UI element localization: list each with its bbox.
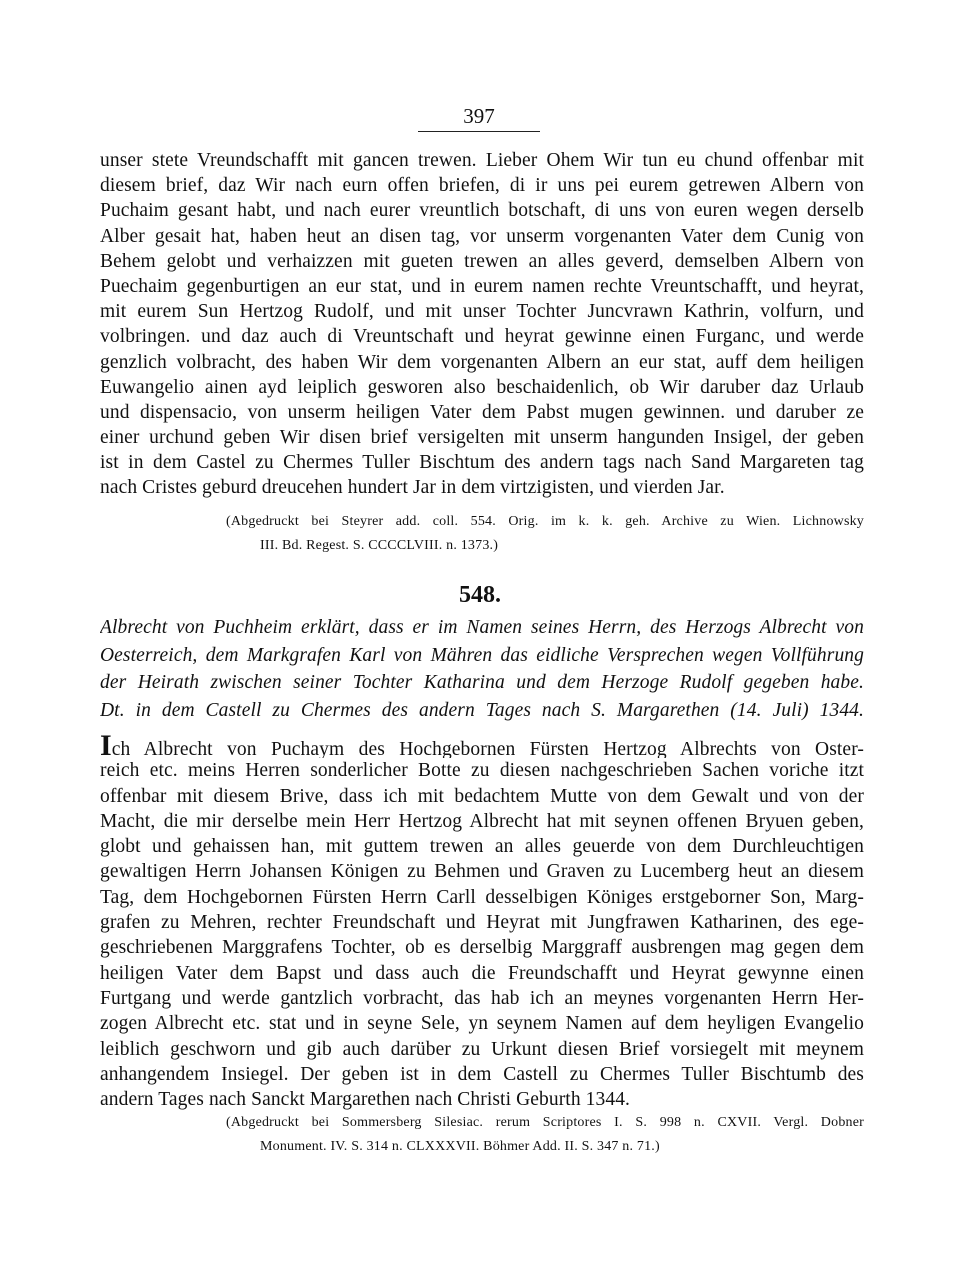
regest-line: der Heirath zwischen seiner Tochter Katharina und dem Herzoge Rudolf gegeben habe.	[100, 672, 864, 693]
text-line: nach Cristes geburd dreucehen hundert Jar in dem virtzigisten, und vierden Jar.	[100, 477, 725, 499]
text-line: grafen zu Mehren, rechter Freundschaft und Heyrat mit Jungfrawen Katharinen, des ege-	[100, 912, 864, 934]
text-line: geschriebenen Marggrafens Tochter, ob es derselbig Marggraff ausbrengen mag gegen dem	[100, 937, 864, 959]
note-line: (Abgedruckt bei Sommersberg Silesiac. rerum Scriptores I. S. 998 n. CXVII. Vergl. Dobner	[226, 1115, 864, 1130]
text-line: genzlich volbracht, des haben Wir dem vorgenanten Albern an eur stat, auff dem heiligen	[100, 351, 864, 373]
text-line: Furtgang und werde gantzlich vorbracht, das hab ich an meynes vorgenanten Herrn Her-	[100, 987, 864, 1009]
text-line: Behem gelobt und verhaizzen mit gueten trewen an alles geverd, demselben Albern von	[100, 250, 864, 272]
text-line: heiligen Vater dem Bapst und dass auch die Freundschafft und Heyrat gewynne einen	[100, 962, 864, 984]
text-line: unser stete Vreundschafft mit gancen trewen. Lieber Ohem Wir tun eu chund offenbar mit	[100, 150, 864, 171]
text-line: zogen Albrecht etc. stat und in seyne Sele, yn seynem Namen auf dem heyligen Evangelio	[100, 1013, 864, 1035]
text-line: mit eurem Sun Hertzog Rudolf, und mit unser Tochter Juncvrawn Kathrin, volfurn, und	[100, 301, 864, 323]
text-line: offenbar mit diesem Brive, dass ich mit bedachtem Mutte von dem Gewalt und von der	[100, 785, 864, 807]
text-line: globt und gehaissen han, mit guttem trewen an alles geuerde von dem Durchleuchtigen	[100, 836, 864, 858]
regest	[100, 614, 864, 724]
source-note	[100, 1111, 864, 1159]
text-line: Tag, dem Hochgebornen Fürsten Herrn Carll desselbigen Königes erstgeborner Son, Marg-	[100, 886, 864, 908]
text-line: Alber gesait hat, haben heut an disen tag, vor unserm vorgenanten Vater dem Cunig von	[100, 225, 864, 247]
text-line: gewaltigen Herrn Johansen Königen zu Behmen und Graven zu Lucemberg heut an diesem	[100, 861, 864, 883]
text-line: einer urchund geben Wir disen brief versigelten mit unserm hangunden Insigel, der geben	[100, 427, 864, 449]
regest-line: Dt. in dem Castell zu Chermes des andern Tages nach S. Margarethen (14. Juli) 1344.	[100, 699, 864, 721]
text-line: reich etc. meins Herren sonderlicher Botte zu diesen nachgeschrieben Sachen voriche itzt	[100, 760, 864, 782]
text-line: Puechaim gegenburtigen an eur stat, und in eurem namen rechte Vreuntschafft, und heyrat,	[100, 275, 864, 297]
page-number-rule	[418, 131, 540, 132]
source-note	[100, 510, 864, 558]
text-line: und dispensacio, von unserm heiligen Vater dem Pabst mugen gewinnen. und daruber ze	[100, 401, 864, 423]
text-line	[100, 733, 864, 758]
regest-line: Albrecht von Puchheim erklärt, dass er im Namen seines Herrn, des Herzogs Albrecht von	[100, 617, 864, 638]
page-number: 397	[463, 104, 495, 128]
initial-letter: I	[100, 733, 112, 759]
document-text	[100, 733, 864, 1112]
text-line: ist in dem Castel zu Chermes Tuller Bischtum des andern tags nach Sand Margareten tag	[100, 452, 864, 474]
note-line: III. Bd. Regest. S. CCCCLVIII. n. 1373.)	[260, 538, 499, 553]
regest-line: Oesterreich, dem Markgrafen Karl von Mähren das eidliche Versprechen wegen Vollführung	[100, 644, 864, 666]
text-line: andern Tages nach Sanckt Margarethen nach Christi Geburth 1344.	[100, 1089, 631, 1111]
continuation-text	[100, 148, 864, 501]
note-line: (Abgedruckt bei Steyrer add. coll. 554. Orig. im k. k. geh. Archive zu Wien. Lichnowsky	[226, 514, 864, 529]
text-line: diesem brief, daz Wir nach eurn offen briefen, di ir uns pei eurem getrewen Albern von	[100, 175, 864, 197]
text-line: Puchaim gesant habt, und nach eurer vreuntlich botschaft, di uns von euren wegen derselb	[100, 200, 864, 222]
text-line: Euwangelio ainen ayd leiplich gesworen also beschaidenlich, ob Wir daruber daz Urlaub	[100, 376, 864, 398]
note-line: Monument. IV. S. 314 n. CLXXXVII. Böhmer Add. II. S. 347 n. 71.)	[260, 1139, 660, 1154]
text-line: volbringen. und daz auch di Vreuntschaft und heyrat gewinne einen Furganc, und werde	[100, 326, 864, 348]
document-number: 548.	[459, 582, 501, 608]
first-line-text: ch Albrecht von Puchaym des Hochgebornen Fürsten Hertzog Albrechts von Oster-	[111, 739, 864, 759]
text-line: leiblich geschworn und gib auch darüber zu Urkunt diesen Brief vorsiegelt mit meynem	[100, 1038, 864, 1060]
text-line: Macht, die mir derselbe mein Herr Hertzog Albrecht hat mit seynen offenen Bryuen geben,	[100, 810, 864, 832]
text-line: anhangendem Insiegel. Der geben ist in dem Castell zu Chermes Tuller Bischtumb des	[100, 1063, 864, 1085]
